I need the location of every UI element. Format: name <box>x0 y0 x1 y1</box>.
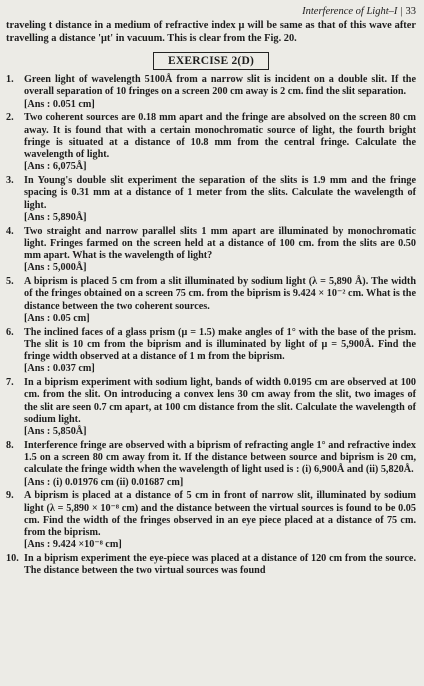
problem-item <box>6 74 416 111</box>
header-separator: | <box>400 6 403 17</box>
problem-answer: [Ans : 5,890Å] <box>24 211 87 223</box>
problem-item <box>6 327 416 376</box>
problem-body <box>24 175 416 224</box>
problem-body <box>24 327 416 376</box>
problem-number: 2. <box>6 112 14 124</box>
problem-item <box>6 490 416 551</box>
problem-answer: [Ans : 9.424 ×10⁻⁸ cm] <box>24 539 122 551</box>
problem-number: 4. <box>6 225 14 237</box>
problem-list <box>6 74 416 578</box>
problem-number: 8. <box>6 439 14 451</box>
problem-item <box>6 377 416 438</box>
problem-item <box>6 175 416 224</box>
problem-item <box>6 553 416 578</box>
exercise-heading-wrap <box>6 51 416 70</box>
problem-body <box>24 276 416 325</box>
problem-number: 7. <box>6 377 14 389</box>
problem-text: A biprism is placed at a distance of 5 cm in front of narrow slit, illuminated by sodium light (λ = 5,890 × 10⁻⁸ cm) and the distance between the virtual sources is found to be 0.05 cm. Find the width of the fringes observed in an eye piece placed at a distance of 75 cm. from the biprism. <box>24 490 416 539</box>
chapter-title: Interference of Light–I <box>302 6 398 17</box>
problem-text: In a biprism experiment with sodium light, bands of width 0.0195 cm are observed at 100 cm. from the slit. On introducing a convex lens 30 cm away from the slit, two images of the slit are seen 0.7 cm apart, at 100 cm distance from the slit. Calculate the wavelength of sodium light. <box>24 377 416 425</box>
problem-text: Interference fringe are observed with a biprism of refracting angle 1° and refractive index 1.5 on a screen 80 cm away from it. If the distance between source and biprism is 20 cm, calculate the fringe width when the wavelength of light used is : (i) 6,900Å and (ii) 5,820Å. <box>24 439 416 476</box>
problem-body <box>24 440 416 489</box>
problem-number: 9. <box>6 490 14 502</box>
page-number: 33 <box>405 6 416 17</box>
problem-text: Green light of wavelength 5100Å from a narrow slit is incident on a double slit. If the overall separation of 10 fringes on a screen 200 cm away is 2 cm. find the slit separation. <box>24 74 416 98</box>
problem-number: 3. <box>6 175 14 187</box>
problem-answer: [Ans : 6,075Å] <box>24 161 87 173</box>
problem-text: Two straight and narrow parallel slits 1 mm apart are illuminated by monochromatic light. Fringes farmed on the screen held at a distance of 100 cm. from the slits are 0.50 mm apart. What is the wavelength of light? <box>24 225 416 262</box>
problem-body <box>24 226 416 275</box>
problem-answer: [Ans : 0.05 cm] <box>24 312 90 324</box>
problem-text: Two coherent sources are 0.18 mm apart and the fringe are absolved on the screen 80 cm away. It is found that with a certain monochromatic source of light, the fourth bright fringe is situated at a distance of 10.8 mm from the central fringe. Calculate the wavelength of light. <box>24 112 416 161</box>
exercise-heading: EXERCISE 2(D) <box>153 52 269 70</box>
problem-answer: [Ans : 5,000Å] <box>24 262 87 274</box>
problem-body <box>24 74 416 111</box>
problem-body <box>24 112 416 173</box>
problem-answer: [Ans : 5,850Å] <box>24 426 87 438</box>
problem-body <box>24 553 416 578</box>
problem-answer: [Ans : 0.051 cm] <box>24 98 95 110</box>
problem-item <box>6 112 416 173</box>
problem-number: 6. <box>6 326 14 338</box>
problem-body <box>24 377 416 438</box>
problem-body <box>24 490 416 551</box>
problem-item <box>6 226 416 275</box>
problem-text: The inclined faces of a glass prism (μ = 1.5) make angles of 1° with the base of the prism. The slit is 10 cm from the biprism and is illuminated by light of μ = 5,900Å. Find the fringe width observed at a distance of 1 m from the biprism. <box>24 326 416 363</box>
problem-number: 10. <box>6 553 19 565</box>
problem-item <box>6 440 416 489</box>
problem-number: 5. <box>6 276 14 288</box>
intro-paragraph: traveling t distance in a medium of refractive index μ will be same as that of this wave after travelling a distance 'μt' in vacuum. This is clear from the Fig. 20. <box>6 20 416 44</box>
running-header <box>6 4 416 20</box>
problem-text: In Young's double slit experiment the separation of the slits is 1.9 mm and the fringe spacing is 0.31 mm at a distance of 1 meter from the slits. Calculate the wavelength of light. <box>24 175 416 211</box>
problem-answer: [Ans : (i) 0.01976 cm (ii) 0.01687 cm] <box>24 476 184 488</box>
problem-item <box>6 276 416 325</box>
problem-text: In a biprism experiment the eye-piece was placed at a distance of 120 cm from the source. The distance between the two virtual sources was found <box>24 553 416 577</box>
problem-number: 1. <box>6 74 14 86</box>
problem-text: A biprism is placed 5 cm from a slit illuminated by sodium light (λ = 5,890 Å). The width of the fringes obtained on a screen 75 cm. from the biprism is 9.424 × 10⁻² cm. What is the distance between the two coherent sources. <box>24 276 416 312</box>
problem-answer: [Ans : 0.037 cm] <box>24 363 95 375</box>
